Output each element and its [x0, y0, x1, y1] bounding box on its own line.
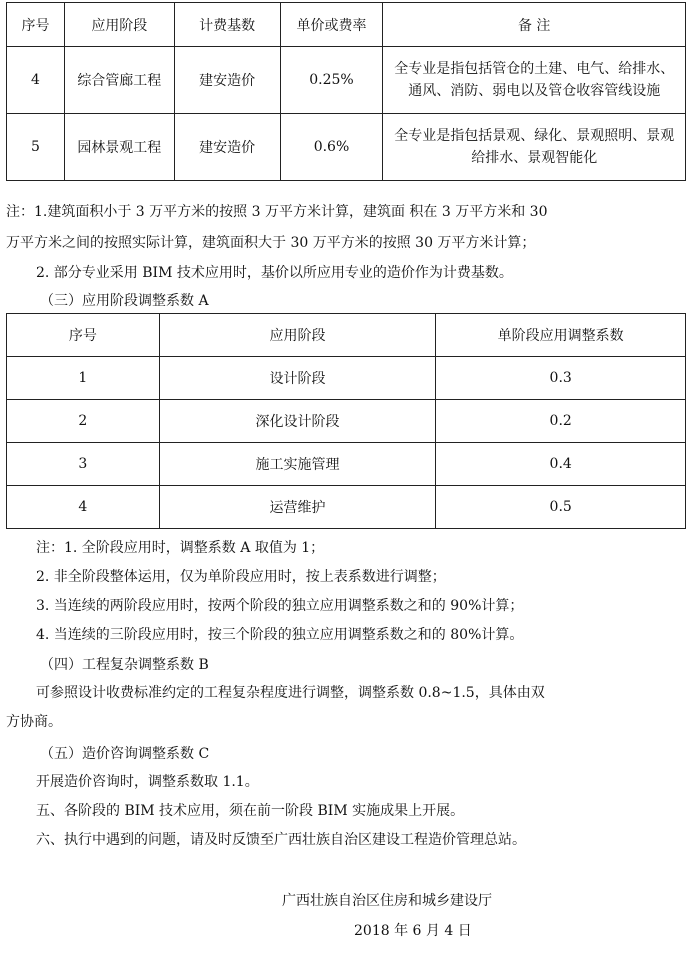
table-row	[7, 357, 686, 400]
cell-coef: 0.3	[436, 357, 686, 400]
item6: 六、执行中遇到的问题，请及时反馈至广西壮族自治区建设工程造价管理总站。	[36, 832, 526, 848]
cell-no: 1	[7, 357, 160, 400]
cell-no: 2	[7, 400, 160, 443]
cell-no: 5	[7, 114, 65, 181]
issuing-organization: 广西壮族自治区住房和城乡建设厅	[282, 893, 492, 909]
header-stage: 应用阶段	[159, 314, 436, 357]
header-coef: 单阶段应用调整系数	[436, 314, 686, 357]
section3-title: （三）应用阶段调整系数 A	[40, 293, 209, 309]
note2-line2: 2. 非全阶段整体运用，仅为单阶段应用时，按上表系数进行调整；	[36, 569, 446, 585]
cell-stage: 深化设计阶段	[159, 400, 436, 443]
section5-title: （五）造价咨询调整系数 C	[40, 746, 210, 762]
cell-no: 3	[7, 443, 160, 486]
header-rate: 单价或费率	[280, 3, 383, 47]
cell-no: 4	[7, 486, 160, 529]
section4-line2: 方协商。	[6, 714, 62, 730]
cell-coef: 0.2	[436, 400, 686, 443]
note2-line4: 4. 当连续的三阶段应用时，按三个阶段的独立应用调整系数之和的 80%计算。	[36, 627, 524, 643]
stage-coefficient-table	[6, 313, 686, 529]
table-row	[7, 47, 686, 114]
note1-line1: 注：1.建筑面积小于 3 万平方米的按照 3 万平方米计算，建筑面 积在 3 万平方米和 30	[6, 204, 548, 220]
header-stage: 应用阶段	[64, 3, 174, 47]
cell-base: 建安造价	[174, 114, 280, 181]
cell-no: 4	[7, 47, 65, 114]
cell-stage: 施工实施管理	[159, 443, 436, 486]
cell-stage: 园林景观工程	[64, 114, 174, 181]
cell-stage: 设计阶段	[159, 357, 436, 400]
section4-line1: 可参照设计收费标准约定的工程复杂程度进行调整，调整系数 0.8~1.5，具体由双	[36, 685, 545, 701]
cell-stage: 综合管廊工程	[64, 47, 174, 114]
fee-rate-table	[6, 2, 686, 181]
cell-coef: 0.4	[436, 443, 686, 486]
cell-coef: 0.5	[436, 486, 686, 529]
header-note: 备 注	[383, 3, 686, 47]
header-no: 序号	[7, 3, 65, 47]
cell-base: 建安造价	[174, 47, 280, 114]
note2-line3: 3. 当连续的两阶段应用时，按两个阶段的独立应用调整系数之和的 90%计算；	[36, 598, 524, 614]
table-header-row	[7, 3, 686, 47]
note1-line2: 万平方米之间的按照实际计算，建筑面积大于 30 万平方米的按照 30 万平方米计算；	[6, 235, 536, 251]
table-row	[7, 400, 686, 443]
section4-title: （四）工程复杂调整系数 B	[40, 657, 209, 673]
cell-stage: 运营维护	[159, 486, 436, 529]
section5-line1: 开展造价咨询时，调整系数取 1.1。	[36, 774, 259, 790]
cell-note: 全专业是指包括景观、绿化、景观照明、景观给排水、景观智能化	[383, 114, 686, 181]
cell-note: 全专业是指包括管仓的土建、电气、给排水、通风、消防、弱电以及管仓收容管线设施	[383, 47, 686, 114]
cell-rate: 0.6%	[280, 114, 383, 181]
item5: 五、各阶段的 BIM 技术应用，须在前一阶段 BIM 实施成果上开展。	[36, 803, 465, 819]
issue-date: 2018 年 6 月 4 日	[354, 923, 472, 939]
header-base: 计费基数	[174, 3, 280, 47]
table-row	[7, 114, 686, 181]
note2-line1: 注：1. 全阶段应用时，调整系数 A 取值为 1；	[36, 540, 325, 556]
cell-rate: 0.25%	[280, 47, 383, 114]
table-header-row	[7, 314, 686, 357]
table-row	[7, 486, 686, 529]
table-row	[7, 443, 686, 486]
header-no: 序号	[7, 314, 160, 357]
note1-line3: 2. 部分专业采用 BIM 技术应用时，基价以所应用专业的造价作为计费基数。	[36, 265, 513, 281]
